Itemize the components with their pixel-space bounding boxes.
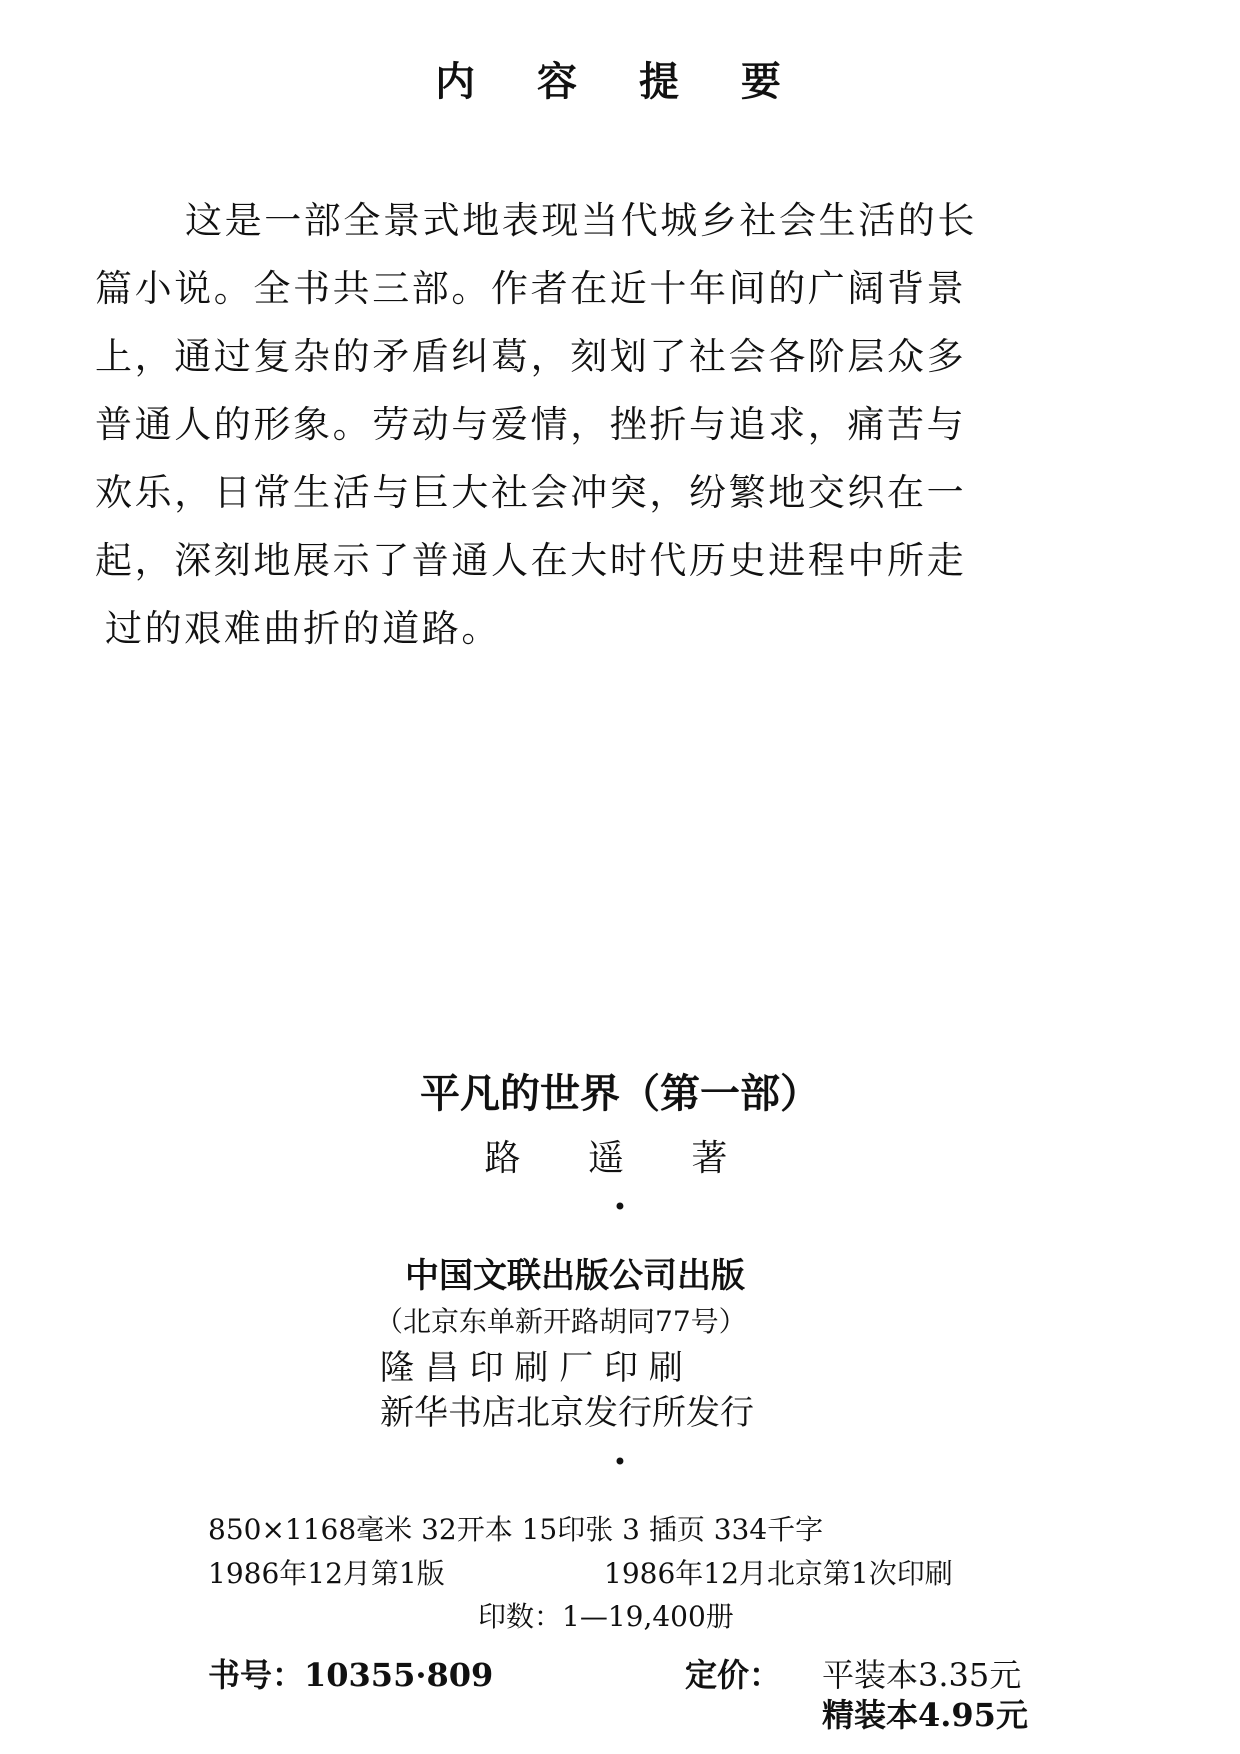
specs: 850×1168毫米 32开本 15印张 3 插页 334千字: [208, 1513, 824, 1546]
printing: 1986年12月北京第1次印刷: [604, 1557, 953, 1590]
summary-line: 上，通过复杂的矛盾纠葛，刻划了社会各阶层众多: [95, 335, 967, 378]
page-heading: 内 容 提 要: [435, 59, 805, 105]
price-hardcover: 精装本4.95元: [822, 1696, 1028, 1734]
author: 路 遥 著: [484, 1138, 756, 1179]
publisher-address: （北京东单新开路胡同77号）: [375, 1305, 747, 1338]
distributor: 新华书店北京发行所发行: [380, 1393, 754, 1433]
summary-line: 欢乐，日常生活与巨大社会冲突，纷繁地交织在一: [95, 471, 967, 514]
separator-dot: •: [612, 1448, 628, 1476]
price-label: 定价：: [685, 1656, 782, 1694]
summary-line: 普通人的形象。劳动与爱情，挫折与追求，痛苦与: [95, 403, 967, 446]
price-paperback: 平装本3.35元: [822, 1656, 1022, 1694]
summary-line: 篇小说。全书共三部。作者在近十年间的广阔背景: [95, 267, 967, 310]
publisher: 中国文联出版公司出版: [405, 1256, 745, 1296]
book-number: 书号：10355·809: [208, 1656, 494, 1694]
summary-line: 起，深刻地展示了普通人在大时代历史进程中所走: [95, 539, 967, 582]
summary-line: 过的艰难曲折的道路。: [105, 607, 501, 650]
print-run: 印数：1—19,400册: [478, 1600, 734, 1633]
separator-dot: •: [612, 1193, 628, 1221]
printer: 隆 昌 印 刷 厂 印 刷: [380, 1348, 683, 1388]
book-title: 平凡的世界（第一部）: [420, 1071, 820, 1117]
edition: 1986年12月第1版: [208, 1557, 445, 1590]
summary-line: 这是一部全景式地表现当代城乡社会生活的长: [185, 199, 977, 242]
